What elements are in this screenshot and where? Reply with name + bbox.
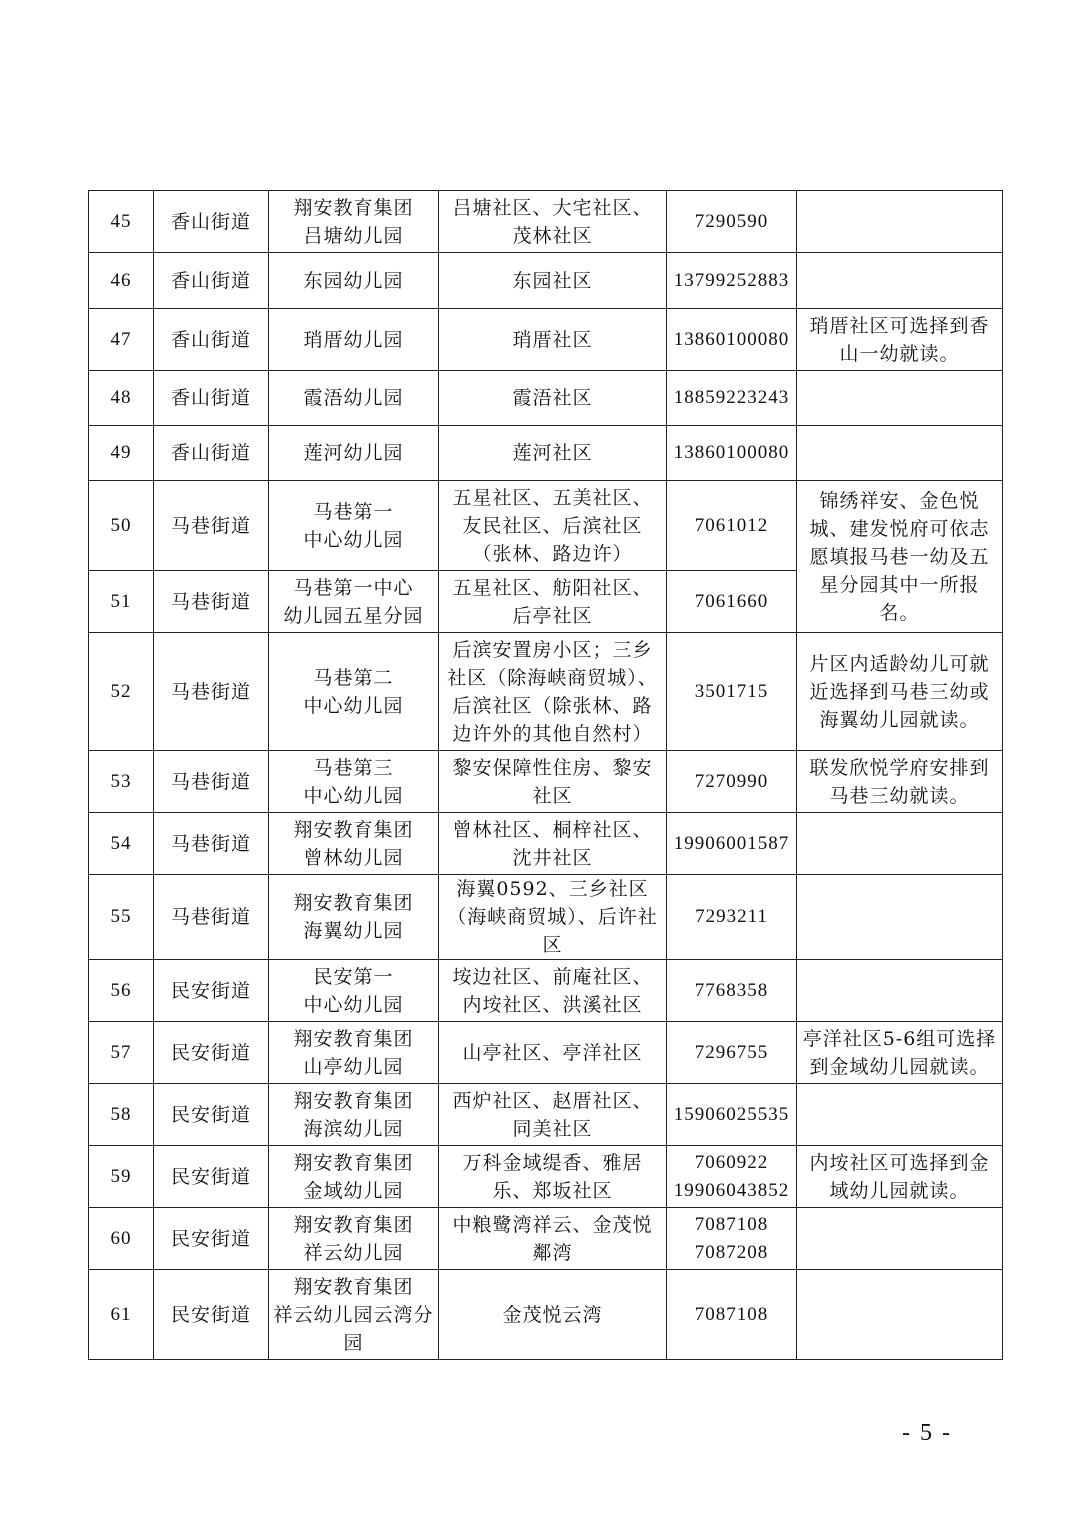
kindergarten-name bbox=[269, 191, 439, 253]
service-area: 莲河社区 bbox=[439, 426, 667, 481]
kindergarten-name-line: 马巷第一中心 bbox=[293, 576, 414, 599]
table-row bbox=[89, 633, 1003, 751]
service-area: 中粮鹭湾祥云、金茂悦鄰湾 bbox=[439, 1208, 667, 1270]
phone-number: 19906043852 bbox=[673, 1179, 790, 1201]
kindergarten-name-line: 翔安教育集团 bbox=[293, 1275, 414, 1298]
table-row bbox=[89, 751, 1003, 813]
service-area: 曾林社区、桐梓社区、沈井社区 bbox=[439, 813, 667, 875]
row-number: 53 bbox=[89, 751, 154, 813]
row-number: 60 bbox=[89, 1208, 154, 1270]
phone-number: 3501715 bbox=[694, 680, 769, 702]
table-row bbox=[89, 960, 1003, 1022]
service-area: 琑厝社区 bbox=[439, 309, 667, 371]
kindergarten-name-line: 中心幼儿园 bbox=[303, 528, 404, 551]
service-area: 垵边社区、前庵社区、内垵社区、洪溪社区 bbox=[439, 960, 667, 1022]
street-name: 香山街道 bbox=[154, 426, 269, 481]
kindergarten-name-line: 琑厝幼儿园 bbox=[303, 328, 404, 351]
kindergarten-name bbox=[269, 371, 439, 426]
kindergarten-name-line: 中心幼儿园 bbox=[303, 993, 404, 1016]
contact-phone bbox=[667, 633, 797, 751]
kindergarten-name bbox=[269, 571, 439, 633]
service-area: 吕塘社区、大宅社区、茂林社区 bbox=[439, 191, 667, 253]
service-area: 金茂悦云湾 bbox=[439, 1270, 667, 1360]
street-name: 民安街道 bbox=[154, 1208, 269, 1270]
phone-number: 13860100080 bbox=[673, 328, 790, 350]
street-name: 民安街道 bbox=[154, 1146, 269, 1208]
service-area: 万科金域缇香、雅居乐、郑坂社区 bbox=[439, 1146, 667, 1208]
phone-number: 7296755 bbox=[694, 1041, 769, 1063]
contact-phone bbox=[667, 191, 797, 253]
service-area: 西炉社区、赵厝社区、同美社区 bbox=[439, 1084, 667, 1146]
table-row bbox=[89, 875, 1003, 960]
remark: 锦绣祥安、金色悦城、建发悦府可依志愿填报马巷一幼及五星分园其中一所报名。 bbox=[797, 481, 1003, 633]
table-row bbox=[89, 1146, 1003, 1208]
service-area: 五星社区、五美社区、友民社区、后滨社区（张林、路边许） bbox=[439, 481, 667, 571]
row-number: 47 bbox=[89, 309, 154, 371]
remark bbox=[797, 1270, 1003, 1360]
table-row bbox=[89, 1270, 1003, 1360]
phone-number: 18859223243 bbox=[673, 387, 790, 408]
kindergarten-name-line: 马巷第一 bbox=[313, 500, 394, 523]
contact-phone bbox=[667, 309, 797, 371]
remark bbox=[797, 960, 1003, 1022]
contact-phone bbox=[667, 571, 797, 633]
kindergarten-name-line: 莲河幼儿园 bbox=[303, 442, 404, 464]
street-name: 马巷街道 bbox=[154, 481, 269, 571]
street-name: 马巷街道 bbox=[154, 633, 269, 751]
street-name: 民安街道 bbox=[154, 1084, 269, 1146]
kindergarten-name-line: 吕塘幼儿园 bbox=[303, 224, 404, 247]
contact-phone bbox=[667, 1208, 797, 1270]
phone-number: 7061012 bbox=[694, 514, 769, 536]
phone-number: 7290590 bbox=[694, 210, 769, 232]
contact-phone bbox=[667, 481, 797, 571]
street-name: 民安街道 bbox=[154, 1022, 269, 1084]
remark bbox=[797, 371, 1003, 426]
street-name: 香山街道 bbox=[154, 309, 269, 371]
row-number: 49 bbox=[89, 426, 154, 481]
kindergarten-name-line: 翔安教育集团 bbox=[293, 818, 414, 841]
remark bbox=[797, 875, 1003, 960]
kindergarten-name-line: 中心幼儿园 bbox=[303, 784, 404, 807]
kindergarten-name bbox=[269, 960, 439, 1022]
service-area: 后滨安置房小区；三乡社区（除海峡商贸城）、后滨社区（除张林、路边许外的其他自然村） bbox=[439, 633, 667, 751]
phone-number: 7270990 bbox=[694, 770, 769, 792]
table-row bbox=[89, 481, 1003, 571]
kindergarten-name-line: 山亭幼儿园 bbox=[303, 1055, 404, 1078]
row-number: 61 bbox=[89, 1270, 154, 1360]
kindergarten-name-line: 翔安教育集团 bbox=[293, 1089, 414, 1112]
street-name: 民安街道 bbox=[154, 1270, 269, 1360]
contact-phone bbox=[667, 1022, 797, 1084]
kindergarten-name-line: 马巷第三 bbox=[313, 756, 394, 779]
contact-phone bbox=[667, 426, 797, 481]
kindergarten-table bbox=[88, 190, 1003, 1360]
row-number: 50 bbox=[89, 481, 154, 571]
remark bbox=[797, 191, 1003, 253]
kindergarten-name-line: 翔安教育集团 bbox=[293, 1151, 414, 1174]
row-number: 55 bbox=[89, 875, 154, 960]
street-name: 马巷街道 bbox=[154, 571, 269, 633]
table-body bbox=[89, 191, 1003, 1360]
kindergarten-name-line: 曾林幼儿园 bbox=[303, 846, 404, 869]
street-name: 民安街道 bbox=[154, 960, 269, 1022]
contact-phone bbox=[667, 960, 797, 1022]
kindergarten-name bbox=[269, 633, 439, 751]
kindergarten-name bbox=[269, 253, 439, 309]
remark bbox=[797, 813, 1003, 875]
kindergarten-name-line: 东园幼儿园 bbox=[303, 269, 404, 292]
service-area: 山亭社区、亭洋社区 bbox=[439, 1022, 667, 1084]
contact-phone bbox=[667, 1146, 797, 1208]
phone-number: 15906025535 bbox=[673, 1103, 790, 1125]
phone-number: 7768358 bbox=[694, 979, 769, 1001]
service-area: 黎安保障性住房、黎安社区 bbox=[439, 751, 667, 813]
table-row bbox=[89, 309, 1003, 371]
table-row bbox=[89, 1084, 1003, 1146]
service-area: 霞浯社区 bbox=[439, 371, 667, 426]
kindergarten-name bbox=[269, 1022, 439, 1084]
table-row bbox=[89, 371, 1003, 426]
kindergarten-name-line: 中心幼儿园 bbox=[303, 694, 404, 717]
row-number: 46 bbox=[89, 253, 154, 309]
kindergarten-name bbox=[269, 309, 439, 371]
kindergarten-name-line: 翔安教育集团 bbox=[293, 1213, 414, 1236]
kindergarten-name bbox=[269, 751, 439, 813]
phone-number: 7087108 bbox=[694, 1303, 769, 1325]
contact-phone bbox=[667, 751, 797, 813]
row-number: 56 bbox=[89, 960, 154, 1022]
phone-number: 7061660 bbox=[694, 590, 769, 612]
kindergarten-name-line: 霞浯幼儿园 bbox=[303, 387, 404, 409]
street-name: 香山街道 bbox=[154, 253, 269, 309]
street-name: 马巷街道 bbox=[154, 751, 269, 813]
kindergarten-name bbox=[269, 1084, 439, 1146]
street-name: 香山街道 bbox=[154, 371, 269, 426]
kindergarten-name-line: 园 bbox=[343, 1331, 364, 1354]
contact-phone bbox=[667, 1084, 797, 1146]
kindergarten-name bbox=[269, 426, 439, 481]
row-number: 45 bbox=[89, 191, 154, 253]
remark bbox=[797, 426, 1003, 481]
table-row bbox=[89, 1022, 1003, 1084]
kindergarten-name bbox=[269, 875, 439, 960]
kindergarten-name-line: 翔安教育集团 bbox=[293, 196, 414, 219]
table-row bbox=[89, 813, 1003, 875]
remark bbox=[797, 1208, 1003, 1270]
kindergarten-name-line: 翔安教育集团 bbox=[293, 1027, 414, 1050]
phone-number: 19906001587 bbox=[673, 832, 790, 854]
kindergarten-name bbox=[269, 1270, 439, 1360]
row-number: 51 bbox=[89, 571, 154, 633]
table-row bbox=[89, 1208, 1003, 1270]
table-row bbox=[89, 191, 1003, 253]
kindergarten-name-line: 祥云幼儿园云湾分 bbox=[273, 1303, 434, 1326]
contact-phone bbox=[667, 371, 797, 426]
service-area: 海翼0592、三乡社区（海峡商贸城）、后许社区 bbox=[439, 875, 667, 960]
kindergarten-name bbox=[269, 813, 439, 875]
remark: 亭洋社区5-6组可选择到金域幼儿园就读。 bbox=[797, 1022, 1003, 1084]
remark: 片区内适龄幼儿可就近选择到马巷三幼或海翼幼儿园就读。 bbox=[797, 633, 1003, 751]
phone-number: 13860100080 bbox=[673, 442, 790, 463]
remark: 琑厝社区可选择到香山一幼就读。 bbox=[797, 309, 1003, 371]
page-number: - 5 - bbox=[902, 1420, 952, 1446]
phone-number: 7087208 bbox=[694, 1241, 769, 1263]
kindergarten-name-line: 马巷第二 bbox=[313, 666, 394, 689]
row-number: 52 bbox=[89, 633, 154, 751]
phone-number: 7293211 bbox=[695, 906, 768, 927]
row-number: 58 bbox=[89, 1084, 154, 1146]
row-number: 48 bbox=[89, 371, 154, 426]
contact-phone bbox=[667, 875, 797, 960]
street-name: 马巷街道 bbox=[154, 875, 269, 960]
kindergarten-name bbox=[269, 1208, 439, 1270]
phone-number: 7087108 bbox=[694, 1213, 769, 1235]
kindergarten-name-line: 海滨幼儿园 bbox=[303, 1117, 404, 1140]
phone-number: 7060922 bbox=[694, 1151, 769, 1173]
kindergarten-name-line: 幼儿园五星分园 bbox=[283, 604, 424, 627]
remark: 联发欣悦学府安排到马巷三幼就读。 bbox=[797, 751, 1003, 813]
row-number: 59 bbox=[89, 1146, 154, 1208]
phone-number: 13799252883 bbox=[673, 269, 790, 291]
row-number: 54 bbox=[89, 813, 154, 875]
table-row bbox=[89, 426, 1003, 481]
remark bbox=[797, 253, 1003, 309]
remark bbox=[797, 1084, 1003, 1146]
service-area: 东园社区 bbox=[439, 253, 667, 309]
contact-phone bbox=[667, 1270, 797, 1360]
row-number: 57 bbox=[89, 1022, 154, 1084]
table-row bbox=[89, 253, 1003, 309]
kindergarten-name bbox=[269, 1146, 439, 1208]
kindergarten-name-line: 金域幼儿园 bbox=[303, 1179, 404, 1202]
street-name: 香山街道 bbox=[154, 191, 269, 253]
kindergarten-name-line: 海翼幼儿园 bbox=[303, 920, 404, 942]
remark: 内垵社区可选择到金域幼儿园就读。 bbox=[797, 1146, 1003, 1208]
street-name: 马巷街道 bbox=[154, 813, 269, 875]
contact-phone bbox=[667, 813, 797, 875]
kindergarten-name bbox=[269, 481, 439, 571]
kindergarten-name-line: 翔安教育集团 bbox=[293, 892, 414, 914]
kindergarten-name-line: 祥云幼儿园 bbox=[303, 1241, 404, 1264]
contact-phone bbox=[667, 253, 797, 309]
service-area: 五星社区、舫阳社区、后亭社区 bbox=[439, 571, 667, 633]
kindergarten-name-line: 民安第一 bbox=[313, 965, 394, 988]
